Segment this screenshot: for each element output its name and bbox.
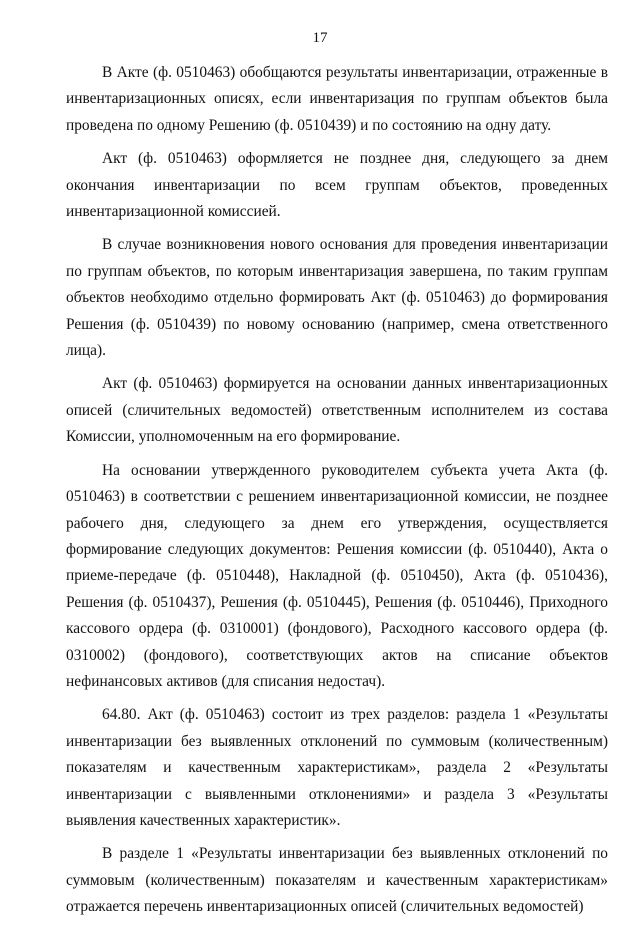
paragraph-derived-documents: На основании утвержденного руководителем субъекта учета Акта (ф. 0510463) в соответствии с решением инвентаризационной комиссии, не позднее рабочего дня, следующего за днем его утверждения, осуществляется формирование следующих документов: Решения комиссии (ф. 0510440), Акта о приеме-передаче (ф. 0510448), Накладной (ф. 0510450), Акта (ф. 0510436), Решения (ф. 0510437), Решения (ф. 0510445), Решения (ф. 0510446), Приходного кассового ордера (ф. 0310001) (фондового), Расходного кассового ордера (ф. 0310002) (фондового), соответствующих актов на списание объектов нефинансовых активов (для списания недостач). [66, 461, 608, 690]
paragraph-akt-formation: Акт (ф. 0510463) формируется на основании данных инвентаризационных описей (сличительных ведомостей) ответственным исполнителем из состава Комиссии, уполномоченным на его формирование. [66, 375, 608, 446]
paragraph-akt-deadline: Акт (ф. 0510463) оформляется не позднее дня, следующего за днем окончания инвентаризации по всем группам объектов, проведенных инвентаризационной комиссией. [66, 150, 608, 221]
document-body [66, 60, 608, 928]
paragraph-section-1: В разделе 1 «Результаты инвентаризации без выявленных отклонений по суммовым (количественным) показателям и качественным характеристикам» отражается перечень инвентаризационных описей (сличительных ведомостей) [66, 845, 608, 916]
paragraph-new-basis: В случае возникновения нового основания для проведения инвентаризации по группам объектов, по которым инвентаризация завершена, по таким группам объектов необходимо отдельно формировать Акт (ф. 0510463) до формирования Решения (ф. 0510439) по новому основанию (например, смена ответственного лица). [66, 236, 608, 360]
paragraph-akt-summary: В Акте (ф. 0510463) обобщаются результаты инвентаризации, отраженные в инвентаризационных описях, если инвентаризация по группам объектов была проведена по одному Решению (ф. 0510439) и по состоянию на одну дату. [66, 64, 608, 134]
page-number: 17 [312, 30, 328, 46]
paragraph-section-64-80: 64.80. Акт (ф. 0510463) состоит из трех разделов: раздела 1 «Результаты инвентаризации без выявленных отклонений по суммовым (количественным) показателям и качественным характеристикам», раздела 2 «Результаты инвентаризации с выявленными отклонениями» и раздела 3 «Результаты выявления качественных характеристик». [66, 706, 608, 829]
